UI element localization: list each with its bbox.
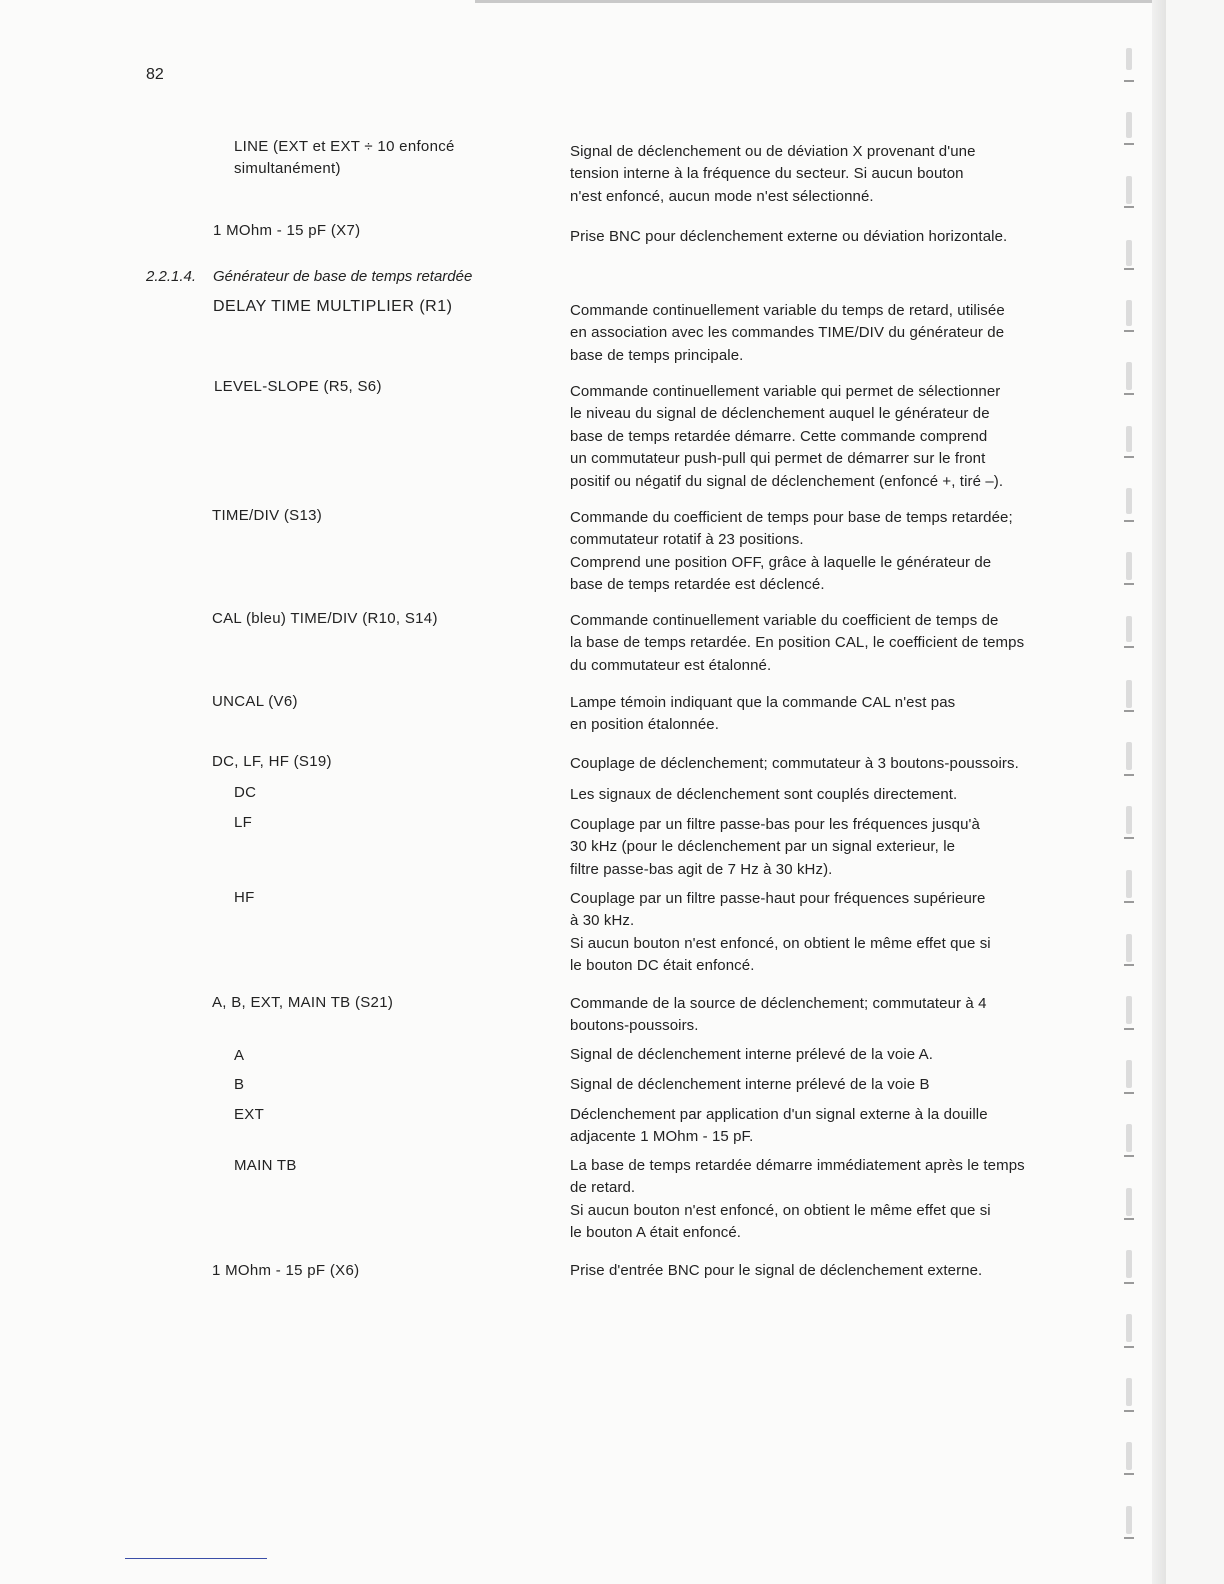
entry-description-line: 30 kHz (pour le déclenchement par un signal exterieur, le xyxy=(570,838,956,856)
entry-label xyxy=(213,296,452,318)
entry-label-line: A, B, EXT, MAIN TB (S21) xyxy=(212,994,394,1011)
entry-description-line: de retard. xyxy=(570,1179,636,1197)
entry-description-line: base de temps retardée démarre. Cette commande comprend xyxy=(570,427,988,445)
margin-tick xyxy=(1124,456,1134,458)
entry-description-line: Commande continuellement variable du temps de retard, utilisée xyxy=(570,302,1005,319)
page-right-margin xyxy=(1166,0,1224,1584)
entry-description-line: base de temps principale. xyxy=(570,346,744,364)
margin-tick xyxy=(1124,1028,1134,1030)
margin-mark xyxy=(1126,488,1132,514)
entry-description-line: Si aucun bouton n'est enfoncé, on obtient le même effet que si xyxy=(570,1201,991,1219)
entry-label-line: B xyxy=(234,1076,245,1093)
entry-label-line: LF xyxy=(234,814,253,831)
entry-description-line: Couplage de déclenchement; commutateur à 3 boutons-poussoirs. xyxy=(570,755,1019,772)
entry-description-line: Prise d'entrée BNC pour le signal de déclenchement externe. xyxy=(570,1262,983,1279)
entry-label-line: 1 MOhm - 15 pF (X7) xyxy=(213,222,361,239)
entry-label-line: 1 MOhm - 15 pF (X6) xyxy=(212,1262,360,1279)
entry-description-line: base de temps retardée est déclencé. xyxy=(570,576,825,594)
entry-label-line: MAIN TB xyxy=(234,1157,297,1174)
entry-label xyxy=(234,136,455,181)
margin-mark xyxy=(1126,680,1132,708)
entry-label xyxy=(212,1260,359,1282)
entry-label xyxy=(234,1155,297,1177)
margin-mark xyxy=(1126,362,1132,390)
entry-label-line: CAL (bleu) TIME/DIV (R10, S14) xyxy=(212,610,438,627)
entry-description xyxy=(570,1074,930,1096)
margin-tick xyxy=(1124,393,1134,395)
entry-description-line: Commande du coefficient de temps pour base de temps retardée; xyxy=(570,509,1013,526)
margin-tick xyxy=(1124,774,1134,776)
margin-mark xyxy=(1126,996,1132,1024)
entry-description-line: en position étalonnée. xyxy=(570,716,719,734)
entry-label-line: TIME/DIV (S13) xyxy=(212,507,323,524)
margin-tick xyxy=(1124,143,1134,145)
entry-label xyxy=(234,1104,264,1126)
margin-mark xyxy=(1126,240,1132,266)
entry-description xyxy=(570,753,1019,775)
entry-description-line: Si aucun bouton n'est enfoncé, on obtient le même effet que si xyxy=(570,934,991,952)
entry-label xyxy=(212,992,393,1014)
margin-mark xyxy=(1126,300,1132,326)
entry-description-line: adjacente 1 MOhm - 15 pF. xyxy=(570,1128,754,1146)
section-number: 2.2.1.4. xyxy=(146,268,197,285)
margin-mark xyxy=(1126,176,1132,204)
margin-tick xyxy=(1124,710,1134,712)
entry-description xyxy=(570,993,987,1038)
margin-tick xyxy=(1124,330,1134,332)
entry-description-line: Signal de déclenchement interne prélevé de la voie B xyxy=(570,1076,930,1093)
entry-description-line: commutateur rotatif à 23 positions. xyxy=(570,531,804,549)
margin-mark xyxy=(1126,426,1132,452)
margin-mark xyxy=(1126,934,1132,962)
margin-tick xyxy=(1124,646,1134,648)
margin-tick xyxy=(1124,1346,1134,1348)
footnote-rule xyxy=(125,1558,267,1559)
entry-label xyxy=(234,782,256,804)
margin-mark xyxy=(1126,1060,1132,1088)
entry-label xyxy=(212,751,332,773)
entry-label xyxy=(212,608,438,630)
entry-description-line: en association avec les commandes TIME/DIV du générateur de xyxy=(570,324,1005,342)
margin-mark xyxy=(1126,48,1132,70)
margin-tick xyxy=(1124,837,1134,839)
entry-description-line: tension interne à la fréquence du secteur. Si aucun bouton xyxy=(570,165,964,183)
margin-mark xyxy=(1126,552,1132,580)
entry-description-line: Signal de déclenchement ou de déviation X provenant d'une xyxy=(570,143,976,160)
entry-description xyxy=(570,507,1013,597)
margin-mark xyxy=(1126,742,1132,770)
entry-label xyxy=(234,812,252,834)
page-top-edge xyxy=(475,0,1165,3)
entry-label xyxy=(234,1074,244,1096)
entry-description xyxy=(570,381,1003,493)
entry-description-line: un commutateur push-pull qui permet de démarrer sur le front xyxy=(570,450,986,468)
margin-mark xyxy=(1126,1506,1132,1534)
entry-label-line: HF xyxy=(234,889,255,906)
margin-mark xyxy=(1126,1314,1132,1342)
entry-label xyxy=(213,220,360,242)
entry-description-line: filtre passe-bas agit de 7 Hz à 30 kHz). xyxy=(570,860,833,878)
entry-description-line: Prise BNC pour déclenchement externe ou déviation horizontale. xyxy=(570,228,1008,245)
entry-description-line: Commande continuellement variable du coefficient de temps de xyxy=(570,612,999,629)
entry-label-line: UNCAL (V6) xyxy=(212,693,298,710)
margin-tick xyxy=(1124,964,1134,966)
entry-description-line: n'est enfoncé, aucun mode n'est sélectionné. xyxy=(570,187,874,205)
margin-mark xyxy=(1126,1378,1132,1406)
section-heading xyxy=(146,266,472,288)
entry-description xyxy=(570,784,957,806)
entry-description-line: Commande de la source de déclenchement; commutateur à 4 xyxy=(570,995,987,1012)
entry-description-line: Comprend une position OFF, grâce à laquelle le générateur de xyxy=(570,553,992,571)
margin-tick xyxy=(1124,268,1134,270)
entry-description-line: boutons-poussoirs. xyxy=(570,1017,699,1035)
entry-label xyxy=(212,505,322,527)
margin-tick xyxy=(1124,206,1134,208)
margin-mark xyxy=(1126,806,1132,834)
margin-mark xyxy=(1126,112,1132,138)
margin-mark xyxy=(1126,1188,1132,1216)
entry-label-line: DC xyxy=(234,784,257,801)
entry-description-line: Les signaux de déclenchement sont couplés directement. xyxy=(570,786,958,803)
entry-description-line: Signal de déclenchement interne prélevé de la voie A. xyxy=(570,1046,934,1063)
entry-description-line: le bouton DC était enfoncé. xyxy=(570,957,755,975)
entry-description xyxy=(570,610,1024,677)
entry-description xyxy=(570,1155,1025,1245)
entry-description xyxy=(570,1260,982,1282)
entry-description-line: la base de temps retardée. En position CAL, le coefficient de temps xyxy=(570,634,1025,652)
page-right-edge xyxy=(1152,0,1166,1584)
margin-mark xyxy=(1126,1124,1132,1152)
margin-mark xyxy=(1126,616,1132,642)
entry-description-line: à 30 kHz. xyxy=(570,912,635,930)
entry-description xyxy=(570,814,980,881)
entry-description-line: Couplage par un filtre passe-haut pour fréquences supérieure xyxy=(570,890,986,907)
margin-tick xyxy=(1124,1155,1134,1157)
entry-label xyxy=(214,376,382,398)
entry-label xyxy=(234,1045,244,1067)
margin-tick xyxy=(1124,1218,1134,1220)
page-number: 82 xyxy=(146,66,164,83)
entry-description xyxy=(570,1044,933,1066)
entry-description xyxy=(570,692,955,737)
margin-tick xyxy=(1124,901,1134,903)
entry-description xyxy=(570,300,1005,367)
margin-tick xyxy=(1124,520,1134,522)
entry-description-line: Lampe témoin indiquant que la commande CAL n'est pas xyxy=(570,694,956,711)
entry-description-line: du commutateur est étalonné. xyxy=(570,656,772,674)
margin-mark xyxy=(1126,1250,1132,1278)
entry-description xyxy=(570,226,1007,248)
entry-label-line: A xyxy=(234,1047,245,1064)
entry-description xyxy=(570,888,991,978)
section-title: Générateur de base de temps retardée xyxy=(213,268,473,285)
entry-label xyxy=(234,887,255,909)
entry-description-line: positif ou négatif du signal de déclenchement (enfoncé +, tiré –). xyxy=(570,472,1004,490)
entry-description-line: Commande continuellement variable qui permet de sélectionner xyxy=(570,383,1001,400)
margin-tick xyxy=(1124,1473,1134,1475)
margin-tick xyxy=(1124,1092,1134,1094)
entry-label-line: DC, LF, HF (S19) xyxy=(212,753,332,770)
entry-description-line: Couplage par un filtre passe-bas pour les fréquences jusqu'à xyxy=(570,816,980,833)
entry-description xyxy=(570,141,976,208)
margin-mark xyxy=(1126,870,1132,898)
entry-label-line: simultanément) xyxy=(234,160,341,178)
margin-mark xyxy=(1126,1442,1132,1470)
entry-label-line: LINE (EXT et EXT ÷ 10 enfoncé xyxy=(234,138,455,155)
entry-label xyxy=(212,691,298,713)
entry-label-line: EXT xyxy=(234,1106,265,1123)
entry-description-line: Déclenchement par application d'un signal externe à la douille xyxy=(570,1106,988,1123)
margin-tick xyxy=(1124,1282,1134,1284)
entry-label-line: DELAY TIME MULTIPLIER (R1) xyxy=(213,298,453,315)
entry-label-line: LEVEL-SLOPE (R5, S6) xyxy=(214,378,382,395)
margin-tick xyxy=(1124,1410,1134,1412)
margin-tick xyxy=(1124,583,1134,585)
margin-tick xyxy=(1124,1537,1134,1539)
margin-tick xyxy=(1124,80,1134,82)
entry-description xyxy=(570,1104,988,1149)
entry-description-line: La base de temps retardée démarre immédiatement après le temps xyxy=(570,1157,1025,1174)
entry-description-line: le niveau du signal de déclenchement auquel le générateur de xyxy=(570,405,990,423)
entry-description-line: le bouton A était enfoncé. xyxy=(570,1224,742,1242)
